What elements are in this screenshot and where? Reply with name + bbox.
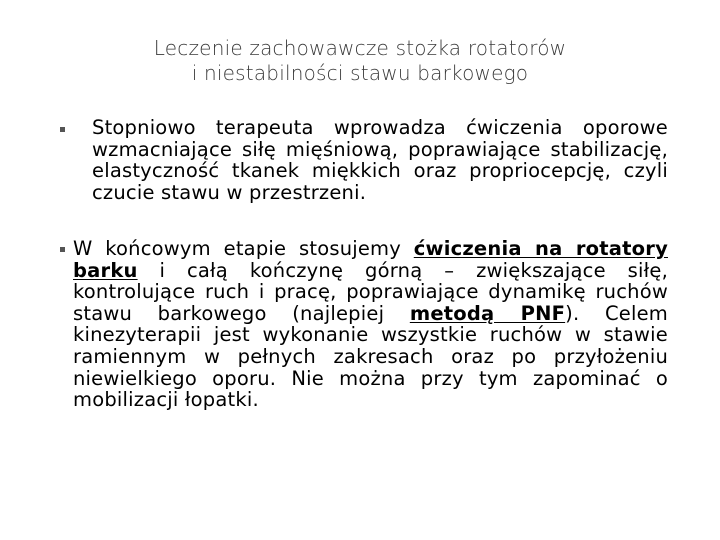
title-line-2: i niestabilności stawu barkowego [191,61,529,85]
bullet-2-text-end: ). Celem kinezyterapii jest wykonanie wszystkie ruchów w stawie ramiennym w pełnych zakresach oraz po przyłożeniu niewielkiego oporu. Nie można przy tym zapominać o mobilizacji łopatki. [73,301,668,412]
title-line-1: Leczenie zachowawcze stożka rotatorów [153,36,567,60]
emphasis-pnf-method: metodą PNF [409,301,566,325]
bullet-2-text-start: W końcowym etapie stosujemy [73,237,414,260]
emphasis-rotator-exercises: ćwiczenia na rotatory barku [73,237,668,282]
square-bullet-icon [60,127,65,132]
square-bullet-icon [60,247,65,252]
bullet-text-1: Stopniowo terapeuta wprowadza ćwiczenia oporowe wzmacniające siłę mięśniową, poprawiające stabilizację, elastyczność tkanek miękkich oraz propriocepcję, czyli czucie stawu w przestrzeni. [92,116,668,204]
bullet-text-2 [73,238,668,411]
bullet-2-text-middle: i całą kończynę górną – zwiększające siłę, kontrolujące ruch i pracę, poprawiające dynamikę ruchów stawu barkowego (najlepiej [73,258,668,325]
